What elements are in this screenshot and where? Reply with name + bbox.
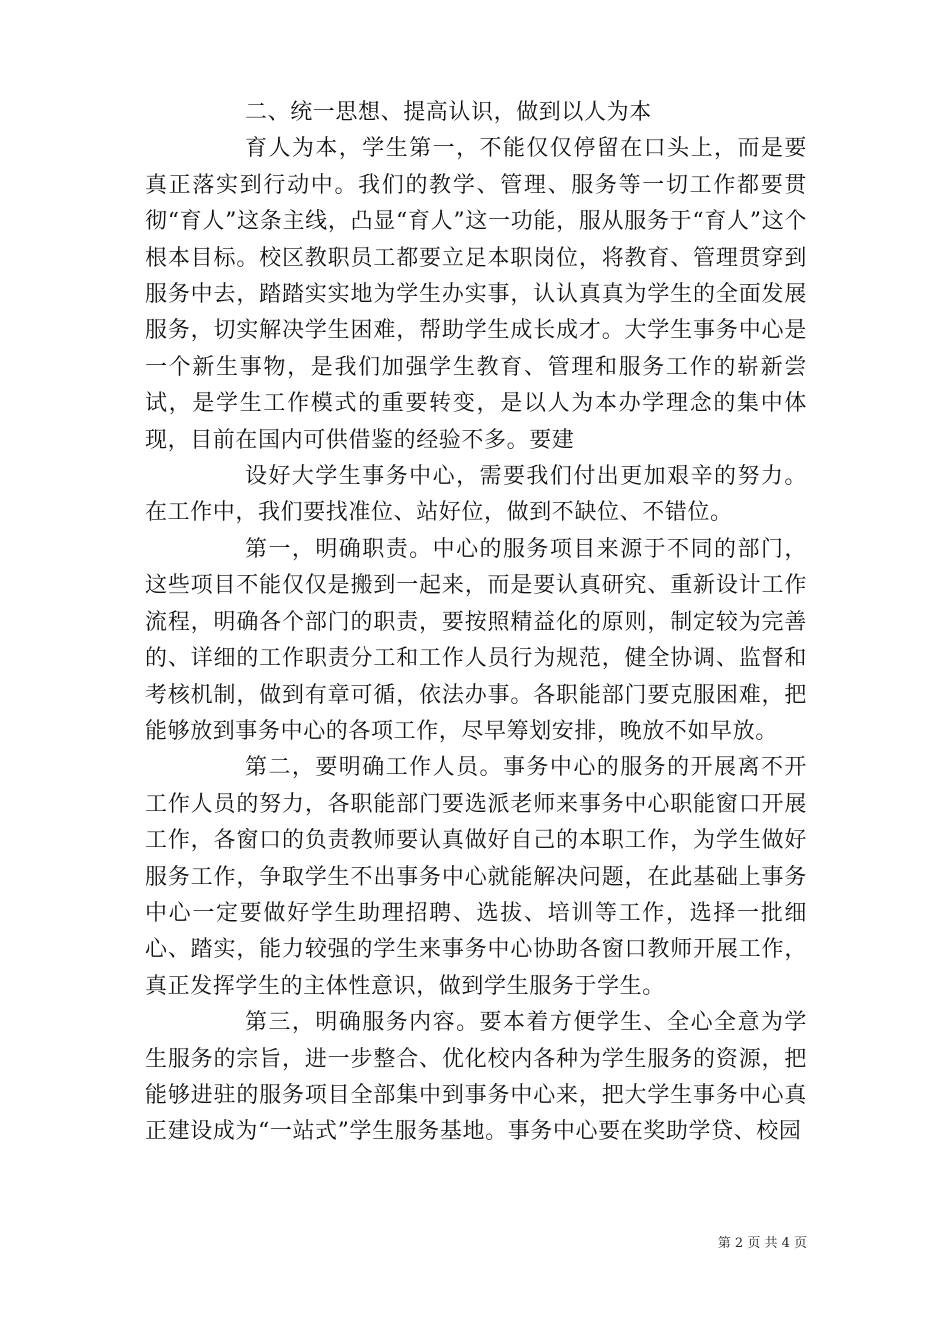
page-number-footer: 第 2 页 共 4 页 — [717, 1236, 807, 1251]
paragraph-2: 设好大学生事务中心，需要我们付出更加艰辛的努力。在工作中，我们要找准位、站好位，做到不缺位、不错位。 — [145, 464, 807, 526]
paragraph-3: 第一，明确职责。中心的服务项目来源于不同的部门，这些项目不能仅仅是搬到一起来，而是要认真研究、重新设计工作流程，明确各个部门的职责，要按照精益化的原则，制定较为完善的、详细的工作职责分工和工作人员行为规范，健全协调、监督和考核机制，做到有章可循，依法办事。各职能部门要克服困难，把能够放到事务中心的各项工作，尽早筹划安排，晚放不如早放。 — [145, 536, 807, 744]
paragraph-4: 第二，要明确工作人员。事务中心的服务的开展离不开工作人员的努力，各职能部门要选派老师来事务中心职能窗口开展工作，各窗口的负责教师要认真做好自己的本职工作，为学生做好服务工作，争取学生不出事务中心就能解决问题，在此基础上事务中心一定要做好学生助理招聘、选拔、培训等工作，选择一批细心、踏实，能力较强的学生来事务中心协助各窗口教师开展工作，真正发挥学生的主体性意识，做到学生服务于学生。 — [145, 755, 807, 999]
paragraph-1: 育人为本，学生第一，不能仅仅停留在口头上，而是要真正落实到行动中。我们的教学、管理、服务等一切工作都要贯彻“育人”这条主线，凸显“育人”这一功能，服从服务于“育人”这个根本目标。校区教职员工都要立足本职岗位，将教育、管理贯穿到服务中去，踏踏实实地为学生办实事，认认真真为学生的全面发展服务，切实解决学生困难，帮助学生成长成才。大学生事务中心是一个新生事物，是我们加强学生教育、管理和服务工作的崭新尝试，是学生工作模式的重要转变，是以人为本办学理念的集中体现，目前在国内可供借鉴的经验不多。要建 — [145, 136, 807, 453]
section-heading: 二、统一思想、提高认识，做到以人为本 — [245, 100, 652, 125]
paragraph-5: 第三，明确服务内容。要本着方便学生、全心全意为学生服务的宗旨，进一步整合、优化校内各种为学生服务的资源，把能够进驻的服务项目全部集中到事务中心来，把大学生事务中心真正建设成为“一站式”学生服务基地。事务中心要在奖助学贷、校园 — [145, 1010, 807, 1145]
document-body — [145, 95, 807, 1151]
